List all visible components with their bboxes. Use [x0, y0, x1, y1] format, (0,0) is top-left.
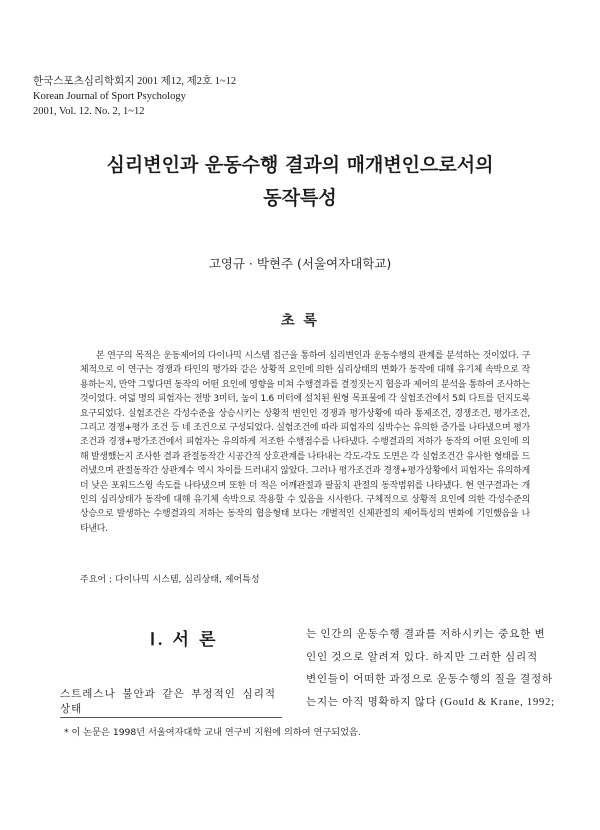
abstract-body: 본 연구의 목적은 운동제어의 다이나믹 시스템 접근을 통하여 심리변인과 운동수행의 관계를 분석하는 것이었다. 구체적으로 이 연구는 경쟁과 타인의 평가와 같은 상황적 요인에 의한 심리상태의 변화가 동작에 대해 유기체 속박으로 작용하는지, 만약 그렇다면 동작의 어떤 요인에 영향을 미쳐 수행결과를 결정짓는지 협응과 제어의 분석을 통하여 조사하는 것이었다. 여덟 명의 피험자는 전방 3미터, 높이 1.6 미터에 설치된 원형 목표물에 각 실험조건에서 5회 다트를 던지도록 요구되었다. 실험조건은 각성수준을 상승시키는 상황적 변인인 경쟁과 평가상황에 따라 통제조건, 경쟁조건, 평가조건, 그리고 경쟁+평가 조건 등 네 조건으로 구성되었다. 실험조건에 따라 피험자의 심박수는 유의한 증가를 나타냈으며 평가조건과 경쟁+평가조건에서 피험자는 유의하게 저조한 수행점수를 나타냈다. 수행결과의 저하가 동작의 어떤 요인에 의해 발생했는지 조사한 결과 관절동작간 시공간적 상호관계를 나타내는 각도-각도 도면은 각 실험조건간 유사한 형태를 드러냈으며 관절동작간 상관계수 역시 차이를 드러내지 않았다. 그러나 평가조건과 경쟁+평가상황에서 피험자는 유의하게 더 낮은 포워드스윙 속도를 나타냈으며 또한 더 적은 어깨관절과 팔꿈치 관절의 동작범위를 나타냈다. 현 연구결과는 개인의 심리상태가 동작에 대해 유기체 속박으로 작용할 수 있음을 시사한다. 구체적으로 상황적 요인에 의한 각성수준의 상승으로 발생하는 수행결과의 저하는 동작의 협응형태 보다는 개별적인 신체관절의 제어특성의 변화에 기인했음을 나타낸다. [80, 351, 530, 534]
footnote-divider [60, 717, 282, 718]
intro-right-line: 는지는 아직 명확하지 않다 (Gould & Krane, 1992; [306, 696, 555, 708]
paper-title-line2: 동작특성 [263, 187, 337, 209]
abstract-heading: 초 록 [281, 313, 319, 329]
keywords: 주요어 : 다이나믹 시스템, 심리상태, 제어특성 [80, 575, 260, 585]
journal-header [33, 74, 236, 119]
author-line: 고영규 · 박현주 (서울여자대학교) [208, 256, 392, 271]
paper-title-line1: 심리변인과 운동수행 결과의 매개변인으로서의 [106, 154, 494, 176]
journal-header-korean: 한국스포츠심리학회지 2001 제12, 제2호 1~12 [33, 76, 237, 87]
intro-right-line: 변인들이 어떠한 과정으로 운동수행의 질을 결정하 [306, 674, 553, 685]
intro-right-line: 는 인간의 운동수행 결과를 저하시키는 중요한 변 [306, 629, 546, 640]
intro-left-column: 스트레스나 불안과 같은 부정적인 심리적 상태 [60, 689, 276, 715]
footnote: * 이 논문은 1998년 서울여자대학 교내 연구비 지원에 의하여 연구되었음. [64, 727, 361, 738]
section-heading: Ⅰ. 서 론 [150, 630, 219, 649]
intro-right-line: 인인 것으로 알려져 있다. 하지만 그러한 심리적 [306, 651, 538, 663]
journal-header-english: Korean Journal of Sport Psychology [33, 91, 186, 102]
intro-right-column [306, 624, 590, 714]
journal-header-volume: 2001, Vol. 12. No. 2, 1~12 [33, 106, 145, 117]
